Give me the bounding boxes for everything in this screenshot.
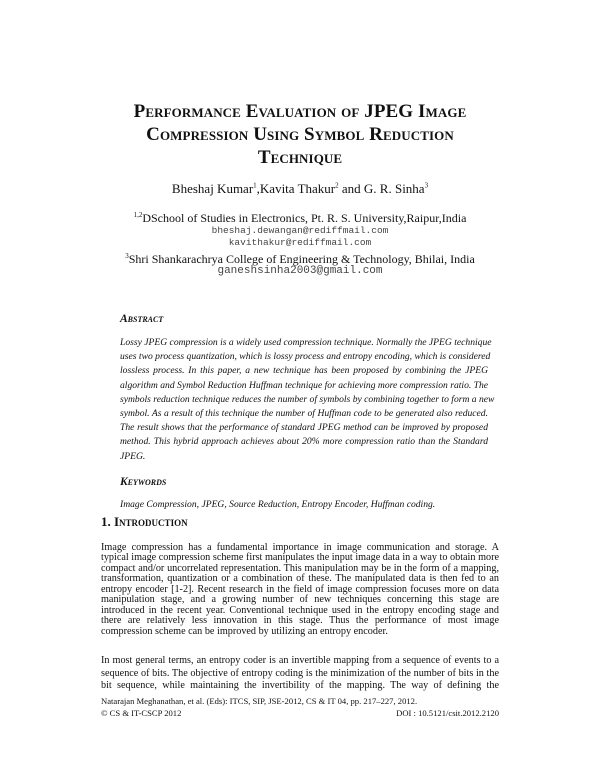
paragraph-line: compact and/or uncorrelated representation. This manipulation may be in the form of a mapping, [101, 562, 499, 574]
abstract-body [120, 336, 495, 464]
abstract-heading: Abstract [120, 313, 164, 325]
title-line: Performance Evaluation of JPEG Image [133, 101, 467, 122]
abstract-line: JPEG. [120, 450, 146, 462]
author-name: Kavita Thakur [259, 181, 336, 196]
paragraph-line: compression scheme can be improved by utilizing an entropy encoder. [101, 625, 388, 637]
title-line: Technique [257, 147, 343, 168]
paragraph-line: there are relatively less innovation in this stage. Thus the performance of most image [101, 615, 499, 627]
paragraph-line: In most general terms, an entropy coder is an invertible mapping from a sequence of events to a [101, 655, 499, 666]
title-line: Compression Using Symbol Reduction [146, 124, 454, 145]
author-separator: , [256, 181, 260, 196]
affiliation-text: Shri Shankarachrya College of Engineering & Technology, Bhilai, India [128, 251, 475, 266]
paragraph-line: transformation, quantization or a combination of these. The manipulated data is then fed to an [101, 573, 499, 585]
author-separator: and [338, 181, 364, 196]
paragraph-line: sequence of bits. The objective of entropy coding is the minimization of the number of bits in the [101, 667, 499, 679]
abstract-line: Lossy JPEG compression is a widely used compression technique. Normally the JPEG technique [120, 337, 492, 348]
affiliation-1 [0, 209, 600, 225]
abstract-line: method. This hybrid approach achieves about 20% more compression ratio than the Standard [120, 436, 488, 448]
author-sup: 1 [253, 181, 257, 190]
abstract-line: uses two process quantization, which is lossy process and entropy encoding, which is considered [120, 351, 491, 363]
author-name: Bheshaj Kumar [171, 181, 254, 196]
intro-paragraph-1 [101, 543, 499, 637]
paragraph-line: entropy encoder [1-2]. Recent research in the field of image compression focuses more on data [101, 583, 499, 595]
page-footer [101, 695, 499, 719]
abstract-line: symbol. As a result of this technique the number of Huffman code to be generated also reduced. [120, 408, 488, 420]
affiliations [0, 209, 600, 278]
abstract-line: algorithm and Symbol Reduction Huffman technique for achieving more compression ratio. The [120, 379, 489, 391]
author-sup: 2 [335, 181, 339, 190]
paper-title [0, 100, 600, 169]
affiliation-sup: 3 [125, 251, 129, 260]
paragraph-line: introduced in the recent year. Conventional technique used in the entropy encoding stage and [101, 604, 499, 616]
paragraph-line: bit sequence, while maintaining the invertibility of the mapping. The way of defining the [101, 680, 499, 692]
affiliation-text: DSchool of Studies in Electronics, Pt. R. S. University,Raipur,India [142, 211, 467, 225]
intro-paragraph-2 [101, 655, 499, 693]
abstract-line: symbols reduction technique reduces the number of symbols by combining together to form a new [120, 393, 495, 405]
keywords-heading: Keywords [120, 476, 167, 488]
introduction-heading: 1. Introduction [101, 514, 188, 529]
paragraph-line: Image compression has a fundamental importance in image communication and storage. A [101, 542, 499, 553]
author-name: G. R. Sinha [363, 181, 425, 196]
abstract-line: The result shows that the performance of standard JPEG method can be improved by proposed [120, 422, 488, 434]
abstract-line: lossless process. In this paper, a new technique has been proposed by combining the JPEG [120, 365, 488, 377]
email-3: ganeshsinha2003@gmail.com [217, 265, 383, 277]
footer-citation: Natarajan Meghanathan, et al. (Eds): ITCS, SIP, JSE-2012, CS & IT 04, pp. 217–227, 2012. [101, 696, 418, 706]
affiliation-2 [0, 250, 600, 266]
footer-copyright: © CS & IT-CSCP 2012 [101, 708, 182, 718]
keywords-text: Image Compression, JPEG, Source Reduction, Entropy Encoder, Huffman coding. [120, 499, 436, 510]
author-list [0, 181, 600, 197]
email-1: bheshaj.dewangan@rediffmail.com [211, 224, 389, 236]
paragraph-line: manipulation stage, and a growing number of new techniques concerning this stage are [101, 594, 499, 606]
affiliation-sup: 1,2 [133, 211, 143, 219]
author-sup: 3 [424, 181, 429, 190]
paragraph-line: typical image compression scheme first manipulates the input image data in a way to obtain more [101, 552, 499, 564]
email-2: kavithakur@rediffmail.com [228, 237, 372, 248]
footer-doi: DOI : 10.5121/csit.2012.2120 [396, 708, 499, 718]
